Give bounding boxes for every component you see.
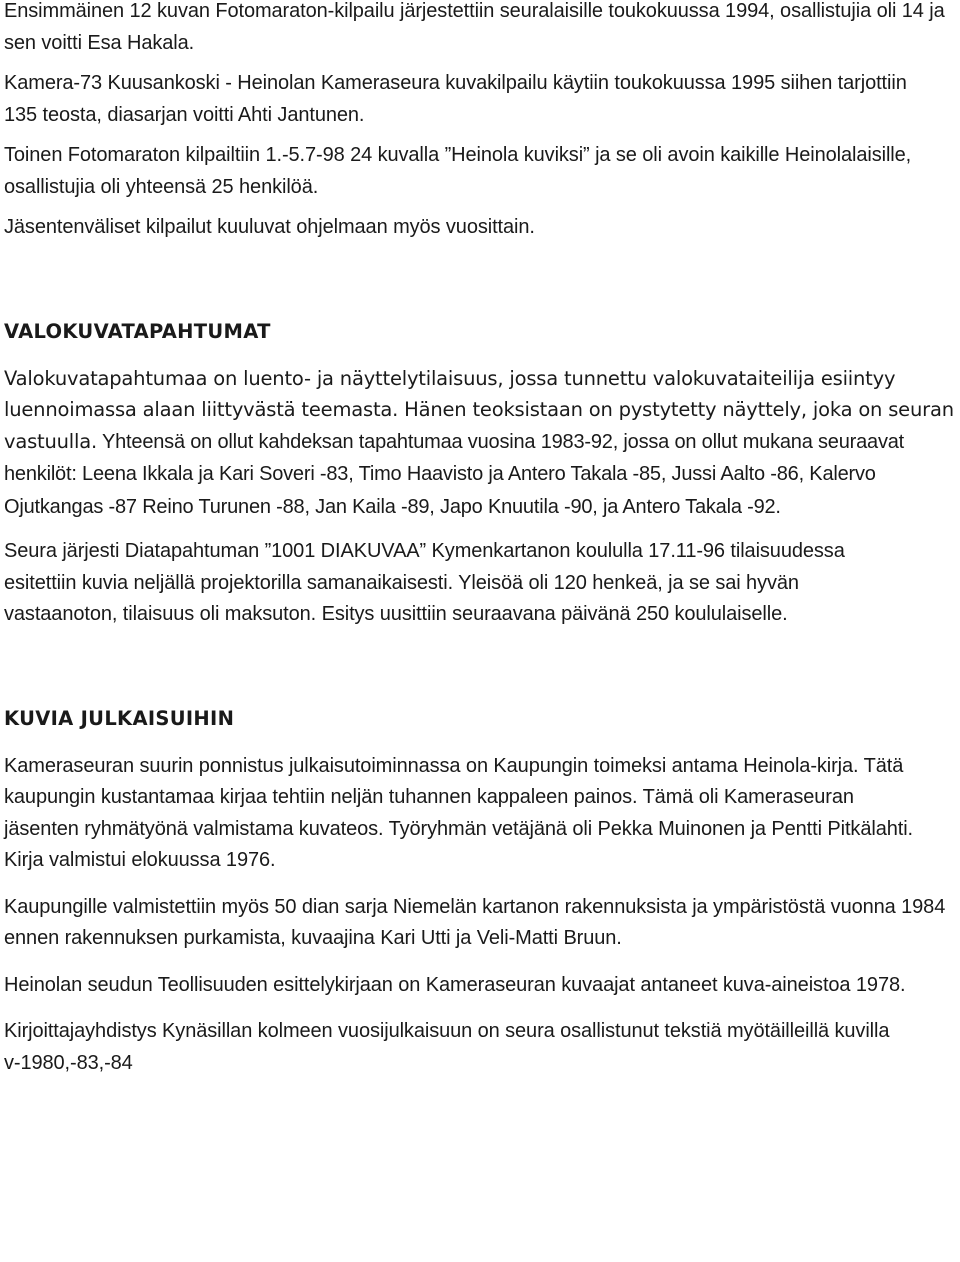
- section-heading-valokuvatapahtumat: VALOKUVATAPAHTUMAT: [4, 319, 271, 343]
- document-page: [4, 0, 958, 1079]
- valokuvatapahtumat-paragraph-diatapahtuma: Seura järjesti Diatapahtuman ”1001 DIAKUVAA” Kymenkartanon koululla 17.11-96 tilaisuudessa esitettiin kuvia neljällä projektorilla samanaikaisesti. Yleisöä oli 120 henkeä, ja se sai hyvän vastaanoton, tilaisuus oli maksuton. Esitys uusittiin seuraavana päivänä 250 koululaiselle.: [4, 540, 845, 625]
- valokuvatapahtumat-paragraph-events-part2: Yhteensä on ollut kahdeksan tapahtumaa vuosina 1983-92, jossa on ollut mukana seuraavat henkilöt: Leena Ikkala ja Kari Soveri -83, Timo Haavisto ja Antero Takala -85, Jussi Aalto -86, Kalervo Ojutkangas -87 Reino Turunen -88, Jan Kaila -89, Japo Knuutila -90, ja Antero Takala -92.: [4, 430, 905, 518]
- julkaisut-paragraph-teollisuus: Heinolan seudun Teollisuuden esittelykirjaan on Kameraseuran kuvaajat antaneet kuva-aineistoa 1978.: [4, 973, 906, 996]
- intro-paragraph-jasentenvaliset: Jäsentenväliset kilpailut kuuluvat ohjelmaan myös vuosittain.: [4, 216, 535, 238]
- valokuvatapahtumat-paragraph-events-part1: Valokuvatapahtumaa on luento- ja näyttelytilaisuus, jossa tunnettu valokuvataiteilija esiintyy luennoimassa alaan liittyvästä teemasta. Hänen teoksistaan on pystytetty näyttely, joka on seuran vastuulla.: [4, 366, 954, 453]
- julkaisut-paragraph-niemelan-kartano: Kaupungille valmistettiin myös 50 dian sarja Niemelän kartanon rakennuksista ja ympäristöstä vuonna 1984 ennen rakennuksen purkamista, kuvaajina Kari Utti ja Veli-Matti Bruun.: [4, 895, 946, 949]
- julkaisut-paragraph-kynasilta: Kirjoittajayhdistys Kynäsillan kolmeen vuosijulkaisuun on seura osallistunut tekstiä myötäilleillä kuvilla v-1980,-83,-84: [4, 1020, 890, 1074]
- intro-paragraph-fotomaraton-1998: Toinen Fotomaraton kilpailtiin 1.-5.7-98 24 kuvalla ”Heinola kuviksi” ja se oli avoin kaikille Heinolalaisille, osallistujia oli yhteensä 25 henkilöä.: [4, 144, 912, 198]
- intro-paragraph-kuvakilpailu-1995: Kamera-73 Kuusankoski - Heinolan Kameraseura kuvakilpailu käytiin toukokuussa 1995 siihen tarjottiin 135 teosta, diasarjan voitti Ahti Jantunen.: [4, 72, 907, 126]
- julkaisut-paragraph-heinola-kirja: Kameraseuran suurin ponnistus julkaisutoiminnassa on Kaupungin toimeksi antama Heinola-kirja. Tätä kaupungin kustantamaa kirjaa tehtiin neljän tuhannen kappaleen painos. Tämä oli Kameraseuran jäsenten ryhmätyönä valmistama kuvateos. Työryhmän vetäjänä oli Pekka Muinonen ja Pentti Pitkälahti. Kirja valmistui elokuussa 1976.: [4, 754, 914, 871]
- section-heading-kuvia-julkaisuihin: KUVIA JULKAISUIHIN: [4, 706, 235, 730]
- valokuvatapahtumat-paragraph-events: [4, 363, 956, 524]
- intro-paragraph-fotomaraton-1994: Ensimmäinen 12 kuvan Fotomaraton-kilpailu järjestettiin seuralaisille toukokuussa 1994, osallistujia oli 14 ja sen voitti Esa Hakala.: [4, 0, 945, 54]
